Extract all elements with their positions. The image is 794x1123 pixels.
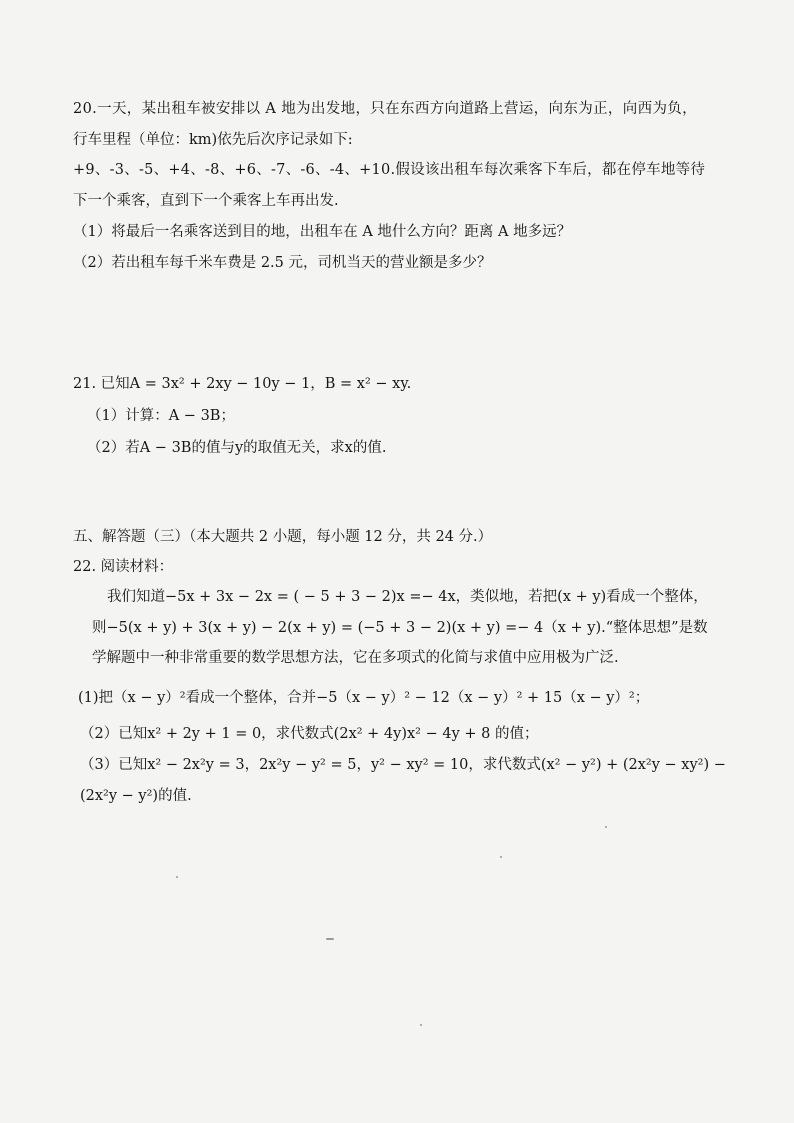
q22-part-2: （2）已知x² + 2y + 1 = 0，求代数式(2x² + 4y)x² − 4y + 8 的值； [80, 726, 539, 742]
q22-material-2: 则−5(x + y) + 3(x + y) − 2(x + y) = (−5 + 3 − 2)(x + y) =− 4（x + y).“整体思想”是数 [92, 620, 708, 636]
q20-part-2: （2）若出租车每千米车费是 2.5 元，司机当天的营业额是多少？ [73, 255, 492, 271]
scan-speck [326, 938, 334, 940]
q20-line-3: +9、-3、-5、+4、-8、+6、-7、-6、-4、+10.假设该出租车每次乘客下车后，都在停车地等待 [73, 162, 706, 178]
section-5-heading: 五、解答题（三）（本大题共 2 小题，每小题 12 分，共 24 分.） [73, 529, 493, 545]
scan-speck [176, 876, 178, 878]
q22-stem: 22. 阅读材料： [73, 559, 174, 575]
q20-line-2: 行车里程（单位：km)依先后次序记录如下: [73, 132, 353, 148]
q22-part-1: (1)把（x − y）²看成一个整体，合并−5（x − y）² − 12（x − y）² + 15（x − y）²； [78, 690, 650, 706]
q22-material-3: 学解题中一种非常重要的数学思想方法，它在多项式的化简与求值中应用极为广泛. [92, 650, 619, 666]
q22-part-3-line-1: （3）已知x² − 2x²y = 3，2x²y − y² = 5，y² − xy² = 10，求代数式(x² − y²) + (2x²y − xy²) − [80, 757, 726, 773]
scan-speck [500, 856, 502, 858]
q20-line-1: 20.一天，某出租车被安排以 A 地为出发地，只在东西方向道路上营运，向东为正，向西为负， [73, 101, 697, 117]
scan-speck [420, 1024, 422, 1026]
q21-part-1: （1）计算：A − 3B； [87, 408, 235, 424]
q20-part-1: （1）将最后一名乘客送到目的地，出租车在 A 地什么方向？距离 A 地多远？ [73, 224, 572, 240]
q21-stem: 21. 已知A = 3x² + 2xy − 10y − 1，B = x² − xy. [73, 376, 412, 392]
q22-part-3-line-2: (2x²y − y²)的值. [80, 788, 192, 804]
scan-speck [605, 826, 607, 828]
q22-material-1: 我们知道−5x + 3x − 2x = ( − 5 + 3 − 2)x =− 4x，类似地，若把(x + y)看成一个整体， [107, 589, 708, 605]
q20-line-4: 下一个乘客，直到下一个乘客上车再出发. [73, 193, 339, 209]
q21-part-2: （2）若A − 3B的值与y的取值无关，求x的值. [87, 440, 387, 456]
